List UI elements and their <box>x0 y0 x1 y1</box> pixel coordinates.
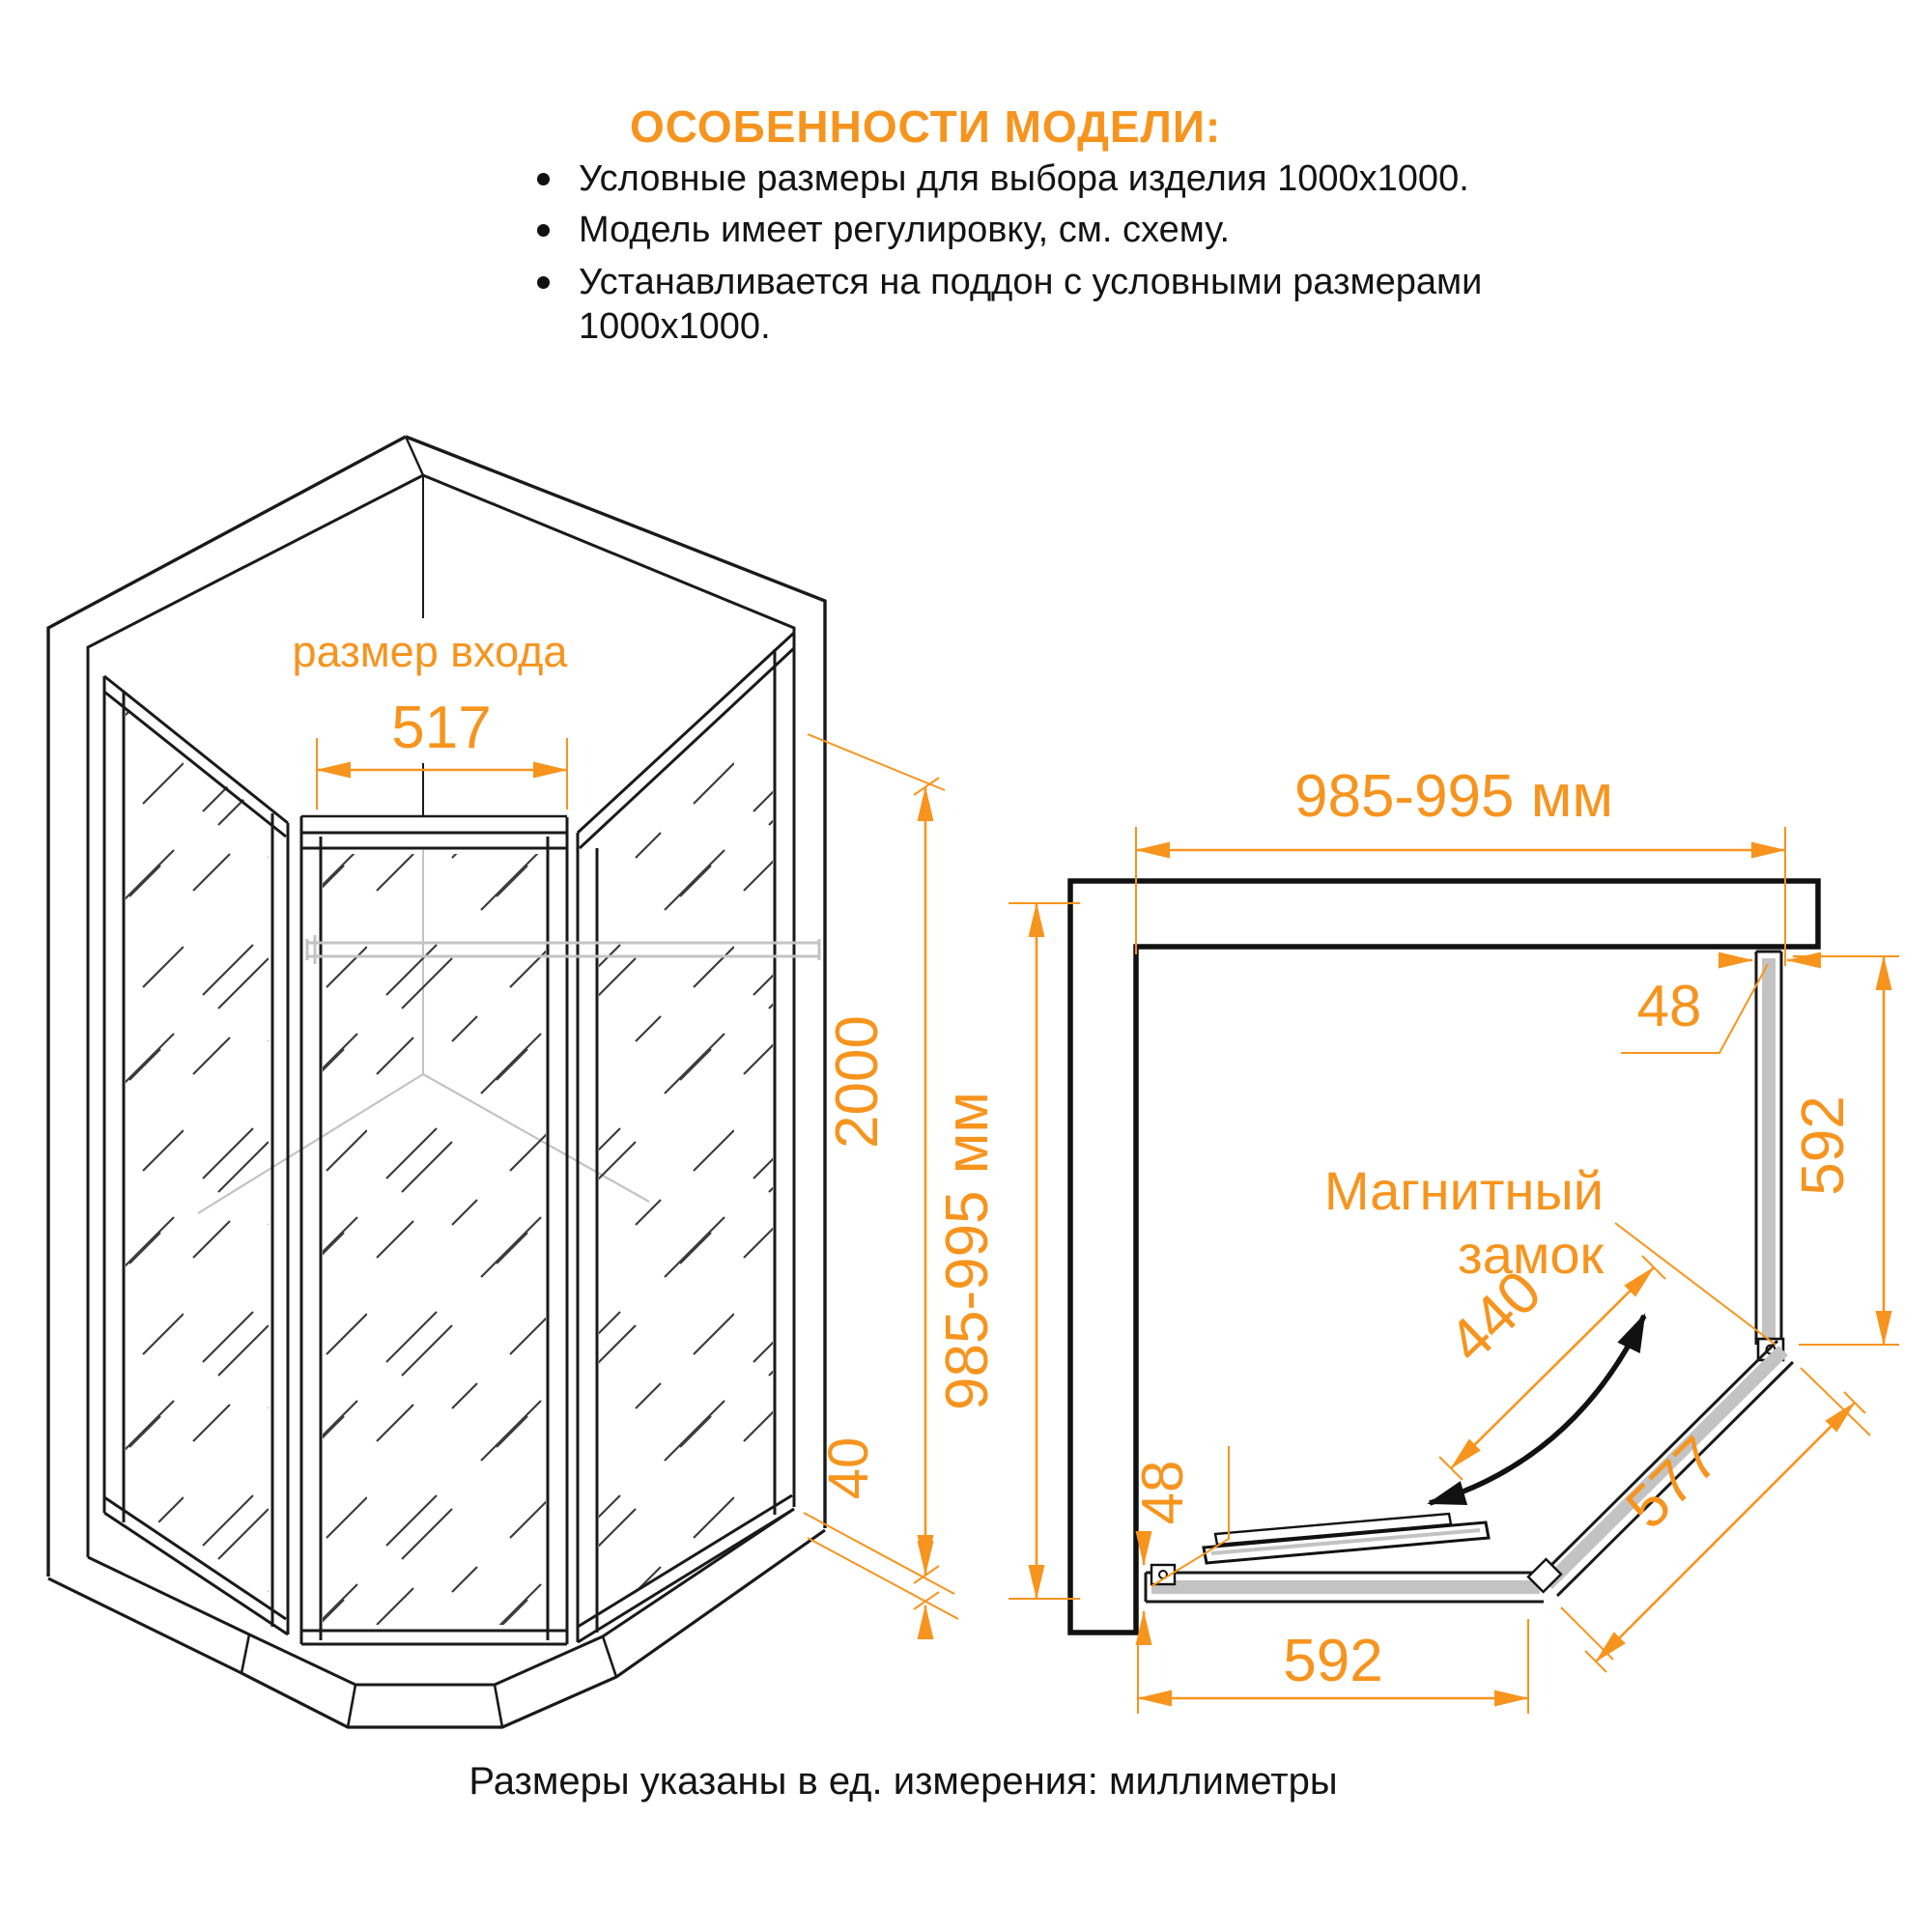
glass-door-panel <box>301 816 567 1644</box>
plan-panel-bottom <box>1146 1565 1544 1602</box>
dim-depth-left: 985-995 мм <box>934 1091 1001 1411</box>
dim-side-bottom: 592 <box>1283 1628 1383 1694</box>
plan-open-door <box>1204 1514 1489 1563</box>
dim-tray-height: 40 <box>817 1436 880 1500</box>
dim-profile-top: 48 <box>1636 974 1702 1038</box>
dim-diagonal: 577 <box>1613 1424 1732 1543</box>
magnetic-lock-label: Магнитный <box>1323 1160 1604 1221</box>
plan-panel-right <box>1756 952 1783 1360</box>
dim-side-right: 592 <box>1790 1095 1857 1196</box>
units-note: Размеры указаны в ед. измерения: миллиметры <box>469 1760 1338 1803</box>
feature-text: Условные размеры для выбора изделия 1000x1000. <box>579 158 1469 199</box>
dim-profile-bottom: 48 <box>1130 1460 1195 1525</box>
features-title: ОСОБЕННОСТИ МОДЕЛИ: <box>630 101 1222 152</box>
top-view-drawing <box>934 763 1899 1714</box>
entrance-size-label: размер входа <box>292 627 568 676</box>
feature-text: Устанавливается на поддон с условными размерами 1000x1000. <box>579 261 1483 348</box>
glass-panel-right <box>578 633 794 1642</box>
magnetic-lock-label-2: замок <box>1458 1224 1604 1285</box>
front-view-drawing <box>48 437 958 1727</box>
dim-door-width: 440 <box>1435 1258 1554 1377</box>
glass-panel-left <box>104 676 288 1634</box>
feature-text: Модель имеет регулировку, см. схему. <box>579 210 1231 251</box>
dim-entrance-width: 517 <box>391 695 492 761</box>
dim-height: 2000 <box>824 1015 891 1149</box>
dim-width-top: 985-995 мм <box>1293 763 1614 830</box>
